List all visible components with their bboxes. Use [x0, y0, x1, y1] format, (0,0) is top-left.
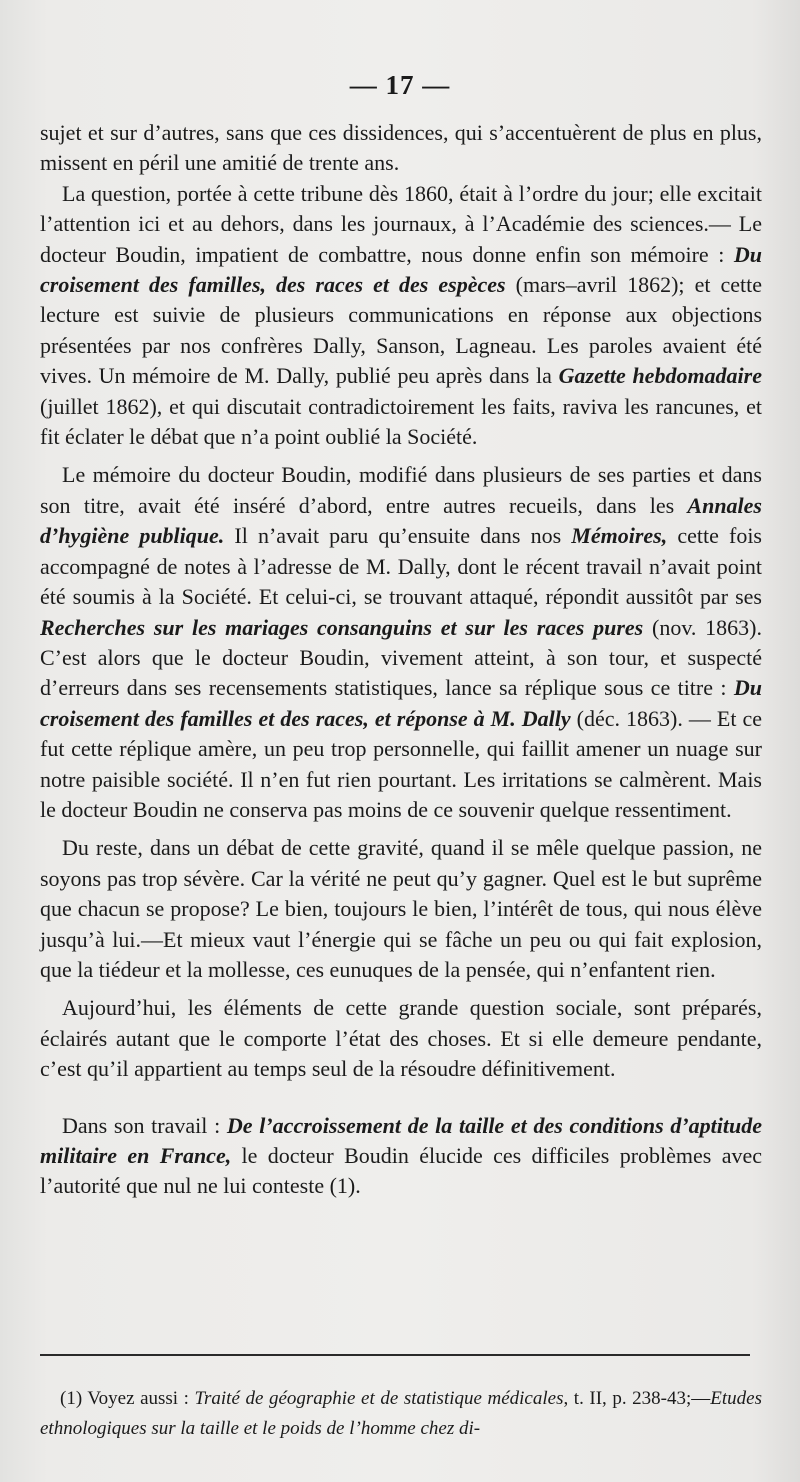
title-reponse-dally: Du croisement des familles et des races, et réponse à M. Dally	[40, 675, 762, 731]
title-memoires: Mémoires,	[571, 523, 668, 549]
text-segment: (déc. 1863). — Et ce fut cette réplique amère, un peu trop personnelle, qui faillit amener un nuage sur notre paisible société. Il n’en fut rien pourtant. Les irritations se calmèrent. Mais le docteur Boudin ne conserva pas moins de ce souvenir quelque ressentiment.	[40, 705, 763, 822]
text-segment: , t. II, p. 238-43;—	[563, 1388, 711, 1409]
title-gazette-hebdomadaire: Gazette hebdomadaire	[558, 363, 762, 389]
title-traite-geographie: Traité de géographie et de statistique médicales	[194, 1388, 564, 1409]
text-segment: (1) Voyez aussi :	[60, 1388, 195, 1409]
body-text	[40, 118, 762, 1202]
paragraph-6	[40, 1111, 762, 1202]
footnote	[40, 1384, 762, 1444]
footnote-text	[40, 1384, 762, 1444]
paragraph-5	[40, 993, 762, 1084]
text-segment: La question, portée à cette tribune dès 1860, était à l’ordre du jour; elle excitait l’attention ici et au dehors, dans les journaux, à l’Académie des sciences.— Le docteur Boudin, impatient de combattre, nous donne enfin son mémoire :	[40, 180, 762, 267]
title-accroissement-taille: De l’accroissement de la taille et des conditions d’aptitude militaire en France,	[40, 1112, 762, 1168]
text-segment: Le mémoire du docteur Boudin, modifié dans plusieurs de ses parties et dans son titre, avait été inséré d’abord, entre autres recueils, dans les	[40, 462, 762, 518]
text-segment: sujet et sur d’autres, sans que ces dissidences, qui s’accentuèrent de plus en plus, missent en péril une amitié de trente ans.	[40, 120, 762, 176]
text-segment: Dans son travail :	[62, 1112, 227, 1138]
paragraph-4	[40, 833, 762, 985]
text-segment: Aujourd’hui, les éléments de cette grande question sociale, sont préparés, éclairés autant que le comporte l’état des choses. Et si elle demeure pendante, c’est qu’il appartient au temps seul de la résoudre définitivement.	[40, 995, 762, 1082]
paragraph-3	[40, 460, 762, 825]
text-segment: (mars–avril 1862); et cette lecture est suivie de plusieurs communications en réponse aux objections présentées par nos confrères Dally, Sanson, Lagneau. Les paroles avaient été vives. Un mémoire de M. Dally, publié peu après dans la	[40, 272, 763, 389]
text-segment: (nov. 1863). C’est alors que le docteur Boudin, vivement atteint, à son tour, et suspecté d’erreurs dans ses recensements statistiques, lance sa réplique sous ce titre :	[40, 614, 762, 701]
text-segment: le docteur Boudin élucide ces difficiles problèmes avec l’autorité que nul ne lui conteste (1).	[40, 1143, 762, 1199]
title-recherches-mariages: Recherches sur les mariages consanguins et sur les races pures	[40, 614, 644, 640]
paragraph-2	[40, 179, 762, 453]
text-segment: Il n’avait paru qu’ensuite dans nos	[224, 523, 572, 549]
paragraph-1	[40, 118, 762, 179]
title-annales-hygiene: Annales d’hygiène publique.	[40, 492, 762, 549]
text-segment: (juillet 1862), et qui discutait contradictoirement les faits, raviva les rancunes, et fit éclater le débat que n’a point oublié la Société.	[40, 393, 762, 450]
footnote-divider	[40, 1354, 750, 1356]
text-segment: Du reste, dans un débat de cette gravité, quand il se mêle quelque passion, ne soyons pas trop sévère. Car la vérité ne peut qu’y gagner. Quel est le but suprême que chacun se propose? Le bien, toujours le bien, l’intérêt de tous, qui nous élève jusqu’à lui.—Et mieux vaut l’énergie qui se fâche un peu ou qui fait explosion, que la tiédeur et la mollesse, ces eunuques de la pensée, qui n’enfantent rien.	[40, 835, 762, 982]
text-segment: cette fois accompagné de notes à l’adresse de M. Dally, dont le récent travail n’avait point été soumis à la Société. Et celui-ci, se trouvant attaqué, répondit aussitôt par ses	[40, 523, 762, 610]
page-number: — 17 —	[349, 70, 451, 100]
title-du-croisement-des-especes: Du croisement des familles, des races et des espèces	[40, 241, 762, 298]
title-etudes-ethnologiques: Etudes ethnologiques sur la taille et le poids de l’homme chez di-	[40, 1388, 762, 1439]
